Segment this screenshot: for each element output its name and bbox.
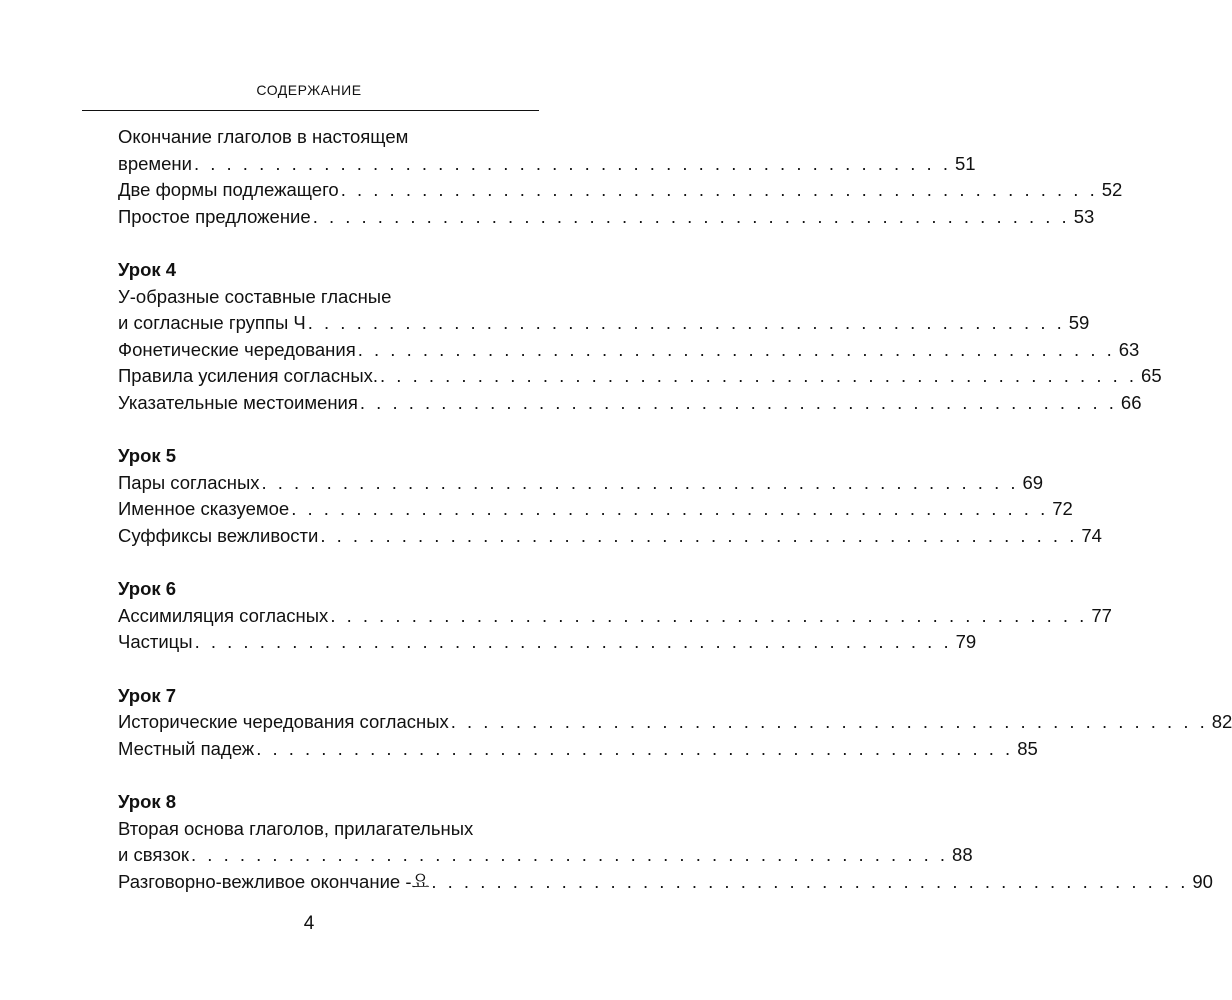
toc-entry-text: Исторические чередования согласных [118, 711, 449, 732]
dot-leader: . . . . . . . . . . . . . . . . . . . . . . . . . . . . . . . . . . . . . . . . . . . . . . . [431, 870, 1189, 892]
dot-leader: . . . . . . . . . . . . . . . . . . . . . . . . . . . . . . . . . . . . . . . . . . . . . . . [330, 604, 1088, 626]
header-rule [82, 110, 539, 111]
lesson-title: Урок 5 [118, 445, 177, 466]
toc-entry-text: и согласные группы Ч [118, 312, 306, 333]
toc-entry-line [118, 177, 1123, 204]
toc-entry-line [118, 842, 973, 869]
dot-leader: . . . . . . . . . . . . . . . . . . . . . . . . . . . . . . . . . . . . . . . . . . . . . . . [340, 179, 1098, 200]
toc-entry-line [118, 869, 1213, 896]
toc-entry-line [118, 470, 1044, 497]
toc-entry-line [118, 603, 1112, 630]
lesson-title: Урок 8 [118, 791, 177, 812]
dot-leader: . . . . . . . . . . . . . . . . . . . . . . . . . . . . . . . . . . . . . . . . . . . . . . . [359, 391, 1117, 413]
dot-leader: . . . . . . . . . . . . . . . . . . . . . . . . . . . . . . . . . . . . . . . . . . . . . . . [256, 737, 1014, 759]
toc-entry-line [118, 363, 1162, 390]
toc-page-number: 88 [952, 844, 973, 865]
toc-section [118, 443, 1102, 549]
toc-entry-text: Ассимиляция согласных [118, 604, 329, 626]
lesson-title: Урок 6 [118, 578, 177, 599]
toc-entry-line [118, 709, 1232, 736]
toc-entry-line [118, 310, 1090, 337]
toc-entry-text: Две формы подлежащего [118, 179, 339, 200]
dot-leader: . . . . . . . . . . . . . . . . . . . . . . . . . . . . . . . . . . . . . . . . . . . . . . . [261, 471, 1019, 493]
page-number: 4 [303, 913, 315, 934]
toc-entry-text: и связок [118, 844, 190, 865]
toc-page-number: 82 [1211, 711, 1232, 732]
dot-leader: . . . . . . . . . . . . . . . . . . . . . . . . . . . . . . . . . . . . . . . . . . . . . . . [450, 711, 1208, 732]
toc-page-number: 53 [1073, 205, 1095, 227]
toc-entry-line [118, 151, 976, 178]
toc-entry-line [118, 337, 1140, 364]
toc-entry-text: У-образные составные гласные [118, 285, 392, 307]
dot-leader: . . . . . . . . . . . . . . . . . . . . . . . . . . . . . . . . . . . . . . . . . . . . . . . [291, 498, 1049, 519]
toc-section [118, 789, 1213, 895]
toc-entry-text: Указательные местоимения [118, 391, 358, 413]
toc-page-number: 72 [1052, 498, 1073, 519]
toc-page-number: 63 [1118, 338, 1140, 360]
toc-entry-text: времени [118, 152, 192, 174]
dot-leader: . . . . . . . . . . . . . . . . . . . . . . . . . . . . . . . . . . . . . . . . . . . . . . . [320, 524, 1078, 546]
toc-entry-line [118, 523, 1102, 550]
toc-section [118, 257, 1162, 416]
toc-page-number: 59 [1068, 312, 1090, 333]
toc-page-number: 85 [1017, 737, 1038, 759]
toc-page-number: 66 [1120, 391, 1142, 413]
toc-entry-line [118, 284, 538, 311]
toc-header: СОДЕРЖАНИЕ [256, 82, 362, 98]
toc-section [118, 124, 1123, 230]
dot-leader: . . . . . . . . . . . . . . . . . . . . . . . . . . . . . . . . . . . . . . . . . . . . . . . [307, 312, 1065, 333]
toc-entry-line [118, 816, 538, 843]
toc-entry-text: Правила усиления согласных. [118, 365, 379, 386]
toc-entry-text: Разговорно-вежливое окончание -요 [118, 870, 430, 892]
toc-entry-line [118, 390, 1142, 417]
toc-entry-line [118, 204, 1095, 231]
toc-entry-line [118, 124, 538, 151]
toc-page-number: 69 [1022, 471, 1044, 493]
dot-leader: . . . . . . . . . . . . . . . . . . . . . . . . . . . . . . . . . . . . . . . . . . . . . . . [193, 152, 951, 174]
toc-section [118, 683, 1232, 763]
dot-leader: . . . . . . . . . . . . . . . . . . . . . . . . . . . . . . . . . . . . . . . . . . . . . . . [380, 365, 1138, 386]
toc-page-number: 51 [954, 152, 976, 174]
toc-entry-text: Окончание глаголов в настоящем [118, 126, 409, 147]
lesson-title: Урок 4 [118, 259, 177, 280]
dot-leader: . . . . . . . . . . . . . . . . . . . . . . . . . . . . . . . . . . . . . . . . . . . . . . . [312, 205, 1070, 227]
toc-entry-text: Именное сказуемое [118, 498, 290, 519]
toc-entry-text: Суффиксы вежливости [118, 524, 319, 546]
toc-page-number: 79 [955, 631, 977, 652]
toc-entry-line [118, 629, 977, 656]
lesson-title: Урок 7 [118, 684, 177, 706]
toc-page-number: 77 [1091, 604, 1112, 626]
toc-entry-text: Простое предложение [118, 205, 311, 227]
toc-page-number: 52 [1101, 179, 1123, 200]
toc-entry-line [118, 736, 1038, 763]
dot-leader: . . . . . . . . . . . . . . . . . . . . . . . . . . . . . . . . . . . . . . . . . . . . . . . [191, 844, 949, 865]
toc-entry-text: Вторая основа глаголов, прилагательных [118, 817, 474, 839]
toc-entry-text: Местный падеж [118, 737, 255, 759]
toc-page-number: 74 [1081, 524, 1102, 546]
toc-entry-text: Фонетические чередования [118, 338, 356, 360]
toc-entry-text: Частицы [118, 631, 193, 652]
dot-leader: . . . . . . . . . . . . . . . . . . . . . . . . . . . . . . . . . . . . . . . . . . . . . . . [194, 631, 952, 652]
toc-entry-text: Пары согласных [118, 471, 260, 493]
toc-page-number: 65 [1141, 365, 1162, 386]
toc-entry-line [118, 496, 1073, 523]
toc-page-number: 90 [1192, 870, 1213, 892]
toc-section [118, 576, 1112, 656]
dot-leader: . . . . . . . . . . . . . . . . . . . . . . . . . . . . . . . . . . . . . . . . . . . . . . . [357, 338, 1115, 360]
table-of-contents [118, 124, 1232, 922]
